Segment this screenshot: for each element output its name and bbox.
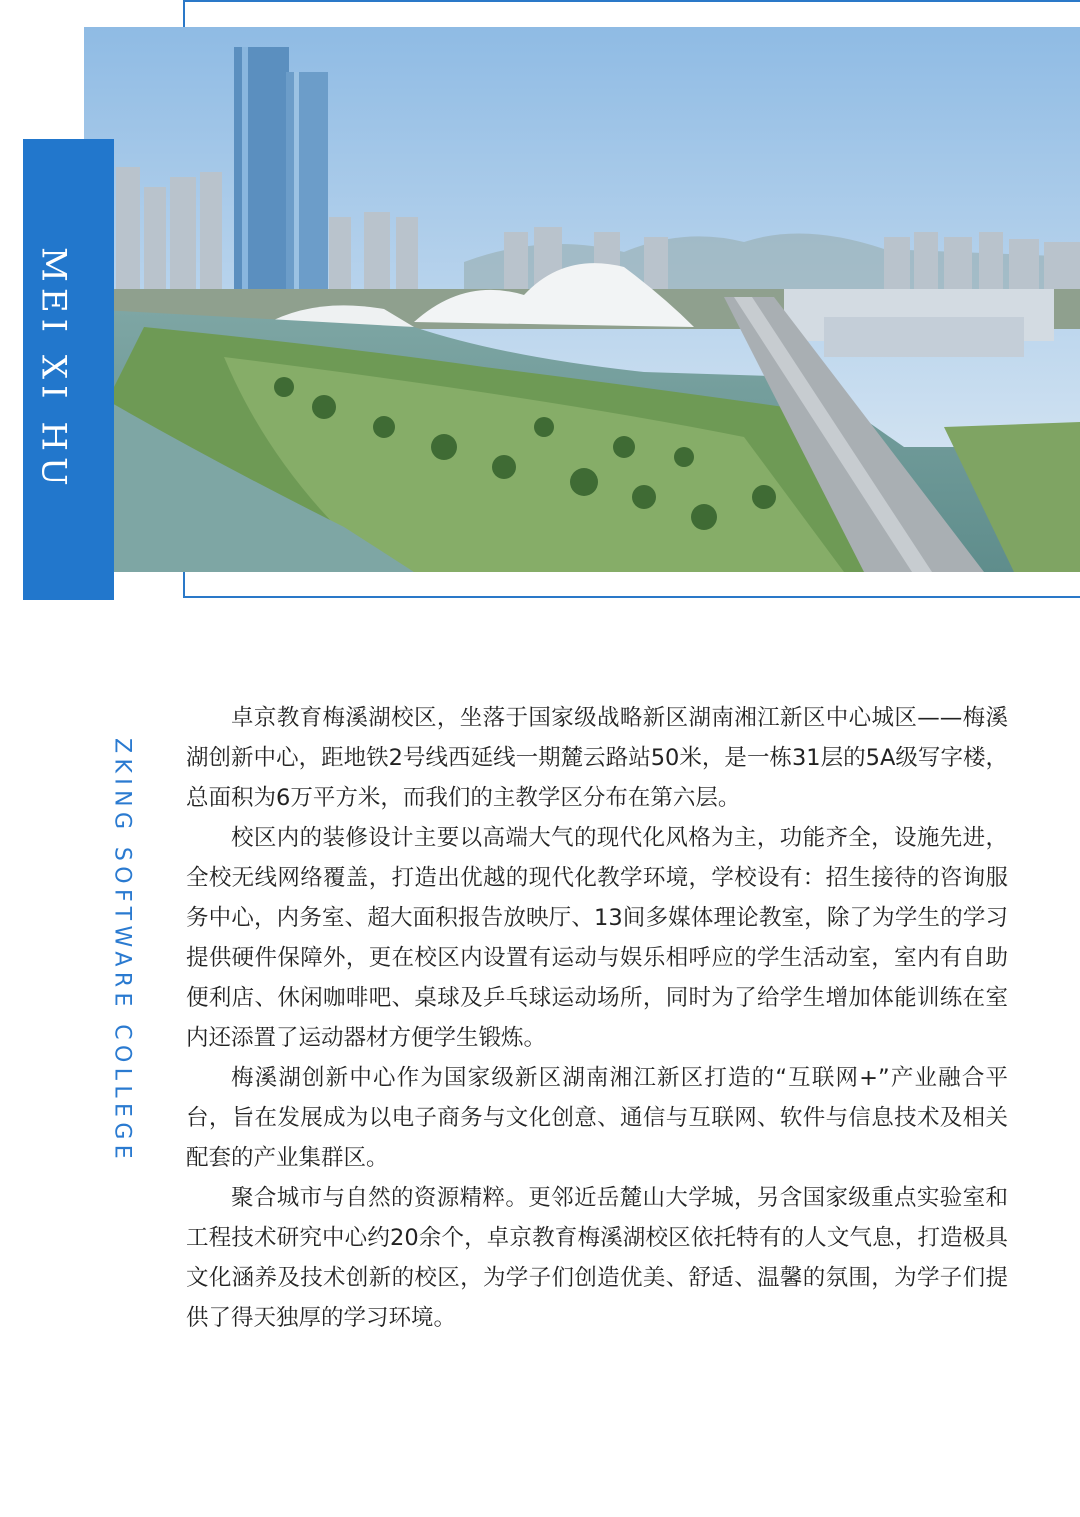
- city-lake-photo: [84, 27, 1080, 572]
- paragraph: 梅溪湖创新中心作为国家级新区湖南湘江新区打造的“互联网+”产业融合平台，旨在发展成为以电子商务与文化创意、通信与互联网、软件与信息技术及相关配套的产业集群区。: [186, 1065, 1008, 1171]
- side-label: [23, 139, 84, 600]
- side-label-text: MEI XI HU: [33, 247, 74, 492]
- college-tagline: [107, 738, 137, 1200]
- paragraph: 卓京教育梅溪湖校区，坐落于国家级战略新区湖南湘江新区中心城区——梅溪湖创新中心，距地铁2号线西延线一期麓云路站50米，是一栋31层的5A级写字楼，总面积为6万平方米，而我们的主教学区分布在第六层。: [186, 705, 1008, 811]
- college-tagline-text: ZKING SOFTWARE COLLEGE: [109, 738, 135, 1165]
- paragraph: 聚合城市与自然的资源精粹。更邻近岳麓山大学城，另含国家级重点实验室和工程技术研究中心约20余个，卓京教育梅溪湖校区依托特有的人文气息，打造极具文化涵养及技术创新的校区，为学子们创造优美、舒适、温馨的氛围，为学子们提供了得天独厚的学习环境。: [186, 1185, 1008, 1331]
- paragraph: 校区内的装修设计主要以高端大气的现代化风格为主，功能齐全，设施先进，全校无线网络覆盖，打造出优越的现代化教学环境，学校设有：招生接待的咨询服务中心，内务室、超大面积报告放映厅、13间多媒体理论教室，除了为学生的学习提供硬件保障外，更在校区内设置有运动与娱乐相呼应的学生活动室，室内有自助便利店、休闲咖啡吧、桌球及乒乓球运动场所，同时为了给学生增加体能训练在室内还添置了运动器材方便学生锻炼。: [186, 825, 1008, 1051]
- campus-description: [186, 698, 1008, 1338]
